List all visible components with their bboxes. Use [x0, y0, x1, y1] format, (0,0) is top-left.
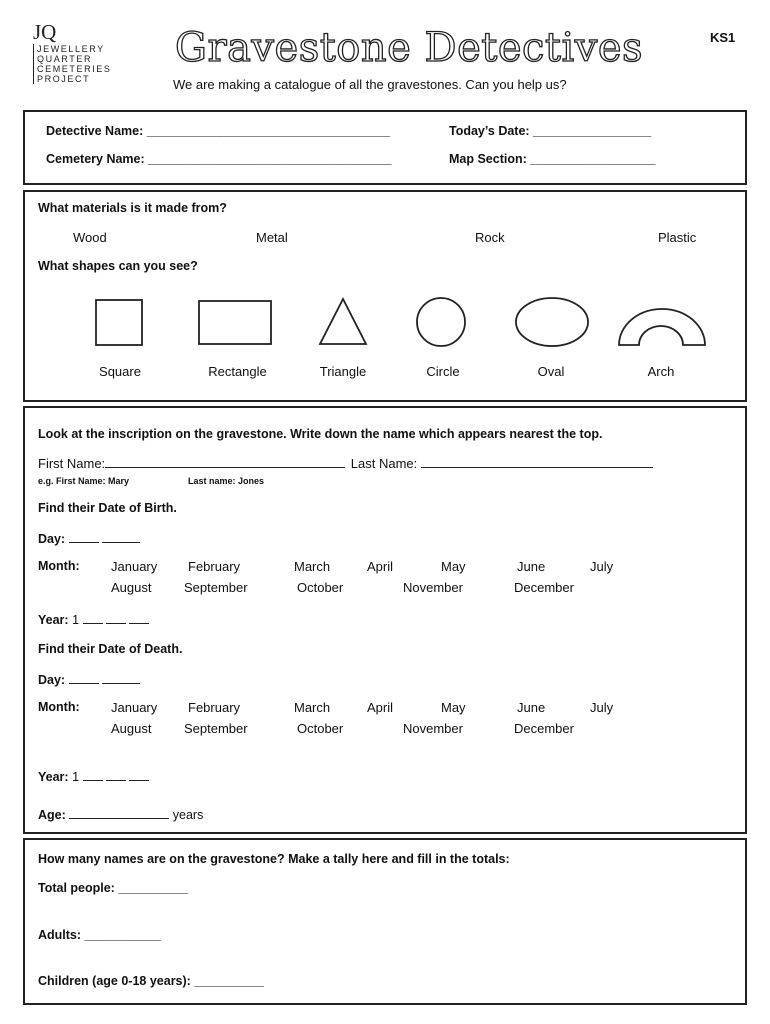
death-day-label: Day: [38, 673, 66, 687]
detective-info-box [23, 110, 747, 185]
materials-shapes-box [23, 190, 747, 402]
material-option-rock[interactable]: Rock [475, 230, 505, 245]
page-subtitle: We are making a catalogue of all the gravestones. Can you help us? [173, 77, 567, 92]
shape-label-square: Square [99, 364, 141, 379]
month-april[interactable]: April [367, 559, 394, 574]
shape-label-triangle: Triangle [319, 364, 367, 379]
logo-rule [33, 44, 34, 84]
circle-shape[interactable] [417, 298, 465, 346]
birth-year-line[interactable] [83, 611, 103, 624]
birth-year-line[interactable] [106, 611, 126, 624]
death-year-prefix: 1 [72, 770, 80, 784]
children-field[interactable]: Children (age 0-18 years): __________ [38, 974, 264, 988]
map-section-field[interactable]: Map Section: __________________ [449, 152, 656, 166]
logo-line: QUARTER [37, 54, 93, 64]
age-label: Age: [38, 808, 66, 822]
tally-box [23, 838, 747, 1005]
material-option-wood[interactable]: Wood [73, 230, 107, 245]
month-may[interactable]: May [441, 559, 466, 574]
rectangle-shape[interactable] [199, 301, 271, 344]
month-february[interactable]: February [188, 700, 241, 715]
square-shape[interactable] [96, 300, 142, 345]
birth-day-label: Day: [38, 532, 66, 546]
detective-name-field[interactable]: Detective Name: ___________________________________ [46, 124, 391, 138]
month-november[interactable]: November [403, 721, 463, 736]
shape-label-rectangle: Rectangle [208, 364, 267, 379]
month-december[interactable]: December [514, 721, 574, 736]
first-name-line[interactable] [105, 455, 345, 468]
month-july[interactable]: July [590, 559, 614, 574]
birth-day-line[interactable] [102, 530, 140, 543]
birth-year-label: Year: [38, 613, 69, 627]
age-line[interactable] [69, 806, 169, 819]
shapes-question: What shapes can you see? [38, 259, 198, 273]
month-april[interactable]: April [367, 700, 394, 715]
month-november[interactable]: November [403, 580, 463, 595]
birth-day-field[interactable] [38, 530, 140, 546]
death-month-label: Month: [38, 700, 80, 714]
shape-label-arch: Arch [647, 364, 675, 379]
month-march[interactable]: March [294, 559, 331, 574]
month-december[interactable]: December [514, 580, 574, 595]
month-september[interactable]: September [184, 580, 248, 595]
logo-line: JEWELLERY [37, 44, 105, 54]
materials-question: What materials is it made from? [38, 201, 227, 215]
adults-field[interactable]: Adults: ___________ [38, 928, 161, 942]
death-day-field[interactable] [38, 671, 140, 687]
month-october[interactable]: October [297, 721, 344, 736]
logo-line: CEMETERIES [37, 64, 112, 74]
shapes-row [25, 287, 745, 357]
age-suffix: years [172, 808, 204, 822]
month-august[interactable]: August [111, 721, 152, 736]
month-january[interactable]: January [111, 700, 158, 715]
shape-label-circle: Circle [426, 364, 460, 379]
example-first-name: e.g. First Name: Mary [38, 476, 130, 486]
first-name-field[interactable] [38, 455, 653, 471]
death-day-line[interactable] [102, 671, 140, 684]
last-name-line[interactable] [421, 455, 653, 468]
material-option-metal[interactable]: Metal [256, 230, 288, 245]
month-february[interactable]: February [188, 559, 241, 574]
last-name-label: Last Name: [350, 456, 418, 471]
death-year-label: Year: [38, 770, 69, 784]
month-october[interactable]: October [297, 580, 344, 595]
todays-date-field[interactable]: Today’s Date: _________________ [449, 124, 652, 138]
birth-day-line[interactable] [69, 530, 99, 543]
oval-shape[interactable] [516, 298, 588, 346]
month-june[interactable]: June [517, 700, 546, 715]
month-may[interactable]: May [441, 700, 466, 715]
month-september[interactable]: September [184, 721, 248, 736]
cemetery-name-field[interactable]: Cemetery Name: ___________________________________ [46, 152, 392, 166]
birth-month-label: Month: [38, 559, 80, 573]
death-year-line[interactable] [106, 768, 126, 781]
material-option-plastic[interactable]: Plastic [658, 230, 697, 245]
death-heading: Find their Date of Death. [38, 642, 183, 656]
logo-line: PROJECT [37, 74, 91, 84]
death-year-line[interactable] [129, 768, 149, 781]
example-last-name: Last name: Jones [188, 476, 265, 486]
birth-heading: Find their Date of Birth. [38, 501, 177, 515]
birth-year-line[interactable] [129, 611, 149, 624]
logo-initials: JQ [33, 20, 57, 44]
death-year-field[interactable] [38, 768, 149, 784]
total-people-field[interactable]: Total people: __________ [38, 881, 188, 895]
death-year-line[interactable] [83, 768, 103, 781]
death-day-line[interactable] [69, 671, 99, 684]
shape-label-oval: Oval [537, 364, 565, 379]
inscription-box [23, 406, 747, 834]
month-june[interactable]: June [517, 559, 546, 574]
arch-shape[interactable] [619, 309, 705, 345]
month-august[interactable]: August [111, 580, 152, 595]
key-stage-label: KS1 [710, 30, 736, 45]
inscription-instruction: Look at the inscription on the gravestone. Write down the name which appears nearest the top. [38, 427, 603, 441]
month-march[interactable]: March [294, 700, 331, 715]
birth-year-prefix: 1 [72, 613, 80, 627]
tally-question: How many names are on the gravestone? Make a tally here and fill in the totals: [38, 852, 510, 866]
first-name-label: First Name: [38, 456, 106, 471]
birth-year-field[interactable] [38, 611, 149, 627]
page-title: Gravestone Detectives [175, 25, 644, 71]
age-field[interactable] [38, 806, 203, 822]
logo [33, 22, 123, 84]
month-january[interactable]: January [111, 559, 158, 574]
triangle-shape[interactable] [320, 299, 366, 344]
month-july[interactable]: July [590, 700, 614, 715]
